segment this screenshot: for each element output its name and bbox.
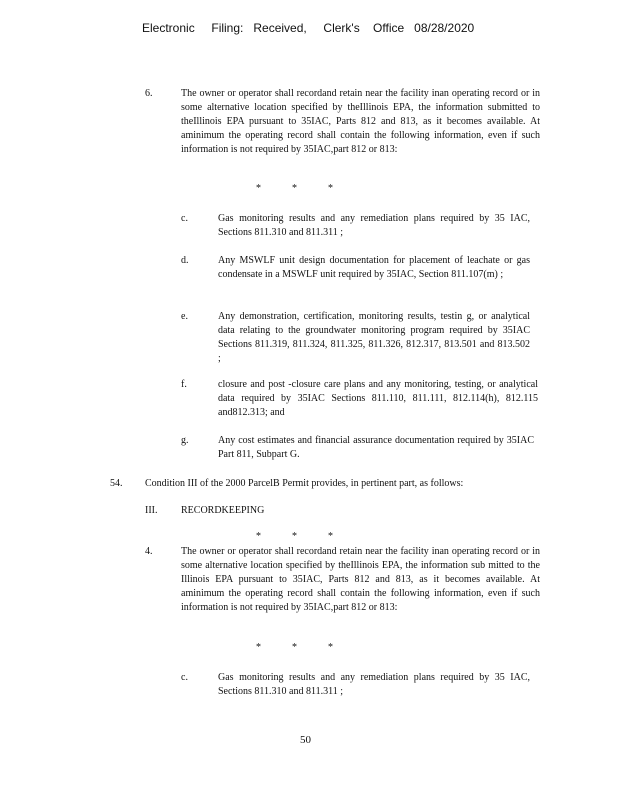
item-6-text: The owner or operator shall recordand retain near the facility inan operating record or in some alternative location specified by theIllinois EPA, the information submitted to theIllinois EPA pursuant to 35IAC, Parts 812 and 813, as it becomes available. At aminimum the operating record shall contain the following information, even if such information is not required by 35IAC,part 812 or 813:: [181, 88, 540, 155]
star: *: [256, 183, 261, 194]
section-iii-title: RECORDKEEPING: [181, 505, 265, 516]
item-6-number: 6.: [145, 88, 153, 99]
section-iii-number: III.: [145, 505, 158, 516]
sub-item-c-text: Gas monitoring results and any remediation plans required by 35 IAC, Sections 811.310 and 811.311 ;: [218, 213, 530, 238]
sub-item-c2-text: Gas monitoring results and any remediation plans required by 35 IAC, Sections 811.310 and 811.311 ;: [218, 672, 530, 697]
sub-item-d-number: d.: [181, 255, 189, 266]
sub-item-f-number: f.: [181, 379, 187, 390]
star: *: [328, 183, 333, 194]
sub-item-c2-number: c.: [181, 672, 188, 683]
item-4-text: The owner or operator shall recordand retain near the facility inan operating record or in some alternative location specified by theIllinois EPA, the information sub mitted to the Illinois EPA pursuant to 35IAC, Parts 812 and 813, as it becomes available. At aminimum the operating record shall contain the following information, even if such information is not required by 35IAC,part 812 or 813:: [181, 546, 540, 613]
ellipsis-stars-1: [256, 183, 364, 194]
sub-item-d-text: Any MSWLF unit design documentation for placement of leachate or gas condensate in a MSWLF unit required by 35IAC, Section 811.107(m) ;: [218, 255, 530, 280]
filing-header: Electronic Filing: Received, Clerk's Office 08/28/2020: [142, 21, 475, 35]
sub-item-g-text: Any cost estimates and financial assurance documentation required by 35IAC Part 811, Subpart G.: [218, 435, 534, 460]
star: *: [328, 642, 333, 653]
paragraph-54-text: Condition III of the 2000 ParcelB Permit provides, in pertinent part, as follows:: [145, 478, 464, 489]
star: *: [328, 531, 333, 542]
ellipsis-stars-3: [256, 642, 364, 653]
sub-item-e-text: Any demonstration, certification, monitoring results, testin g, or analytical data relating to the groundwater monitoring program required by 35IAC Sections 811.319, 811.324, 811.325, 811.326, 812.317, 813.501 and 813.502 ;: [218, 311, 530, 364]
star: *: [292, 183, 297, 194]
star: *: [292, 531, 297, 542]
sub-item-e-number: e.: [181, 311, 188, 322]
ellipsis-stars-2: [256, 531, 364, 542]
star: *: [292, 642, 297, 653]
paragraph-54-number: 54.: [110, 478, 123, 489]
star: *: [256, 531, 261, 542]
star: *: [256, 642, 261, 653]
item-4-number: 4.: [145, 546, 153, 557]
sub-item-c-number: c.: [181, 213, 188, 224]
sub-item-g-number: g.: [181, 435, 189, 446]
sub-item-f-text: closure and post -closure care plans and any monitoring, testing, or analytical data required by 35IAC Sections 811.110, 811.111, 812.114(h), 812.115 and812.313; and: [218, 379, 538, 418]
page-number: 50: [300, 734, 311, 746]
